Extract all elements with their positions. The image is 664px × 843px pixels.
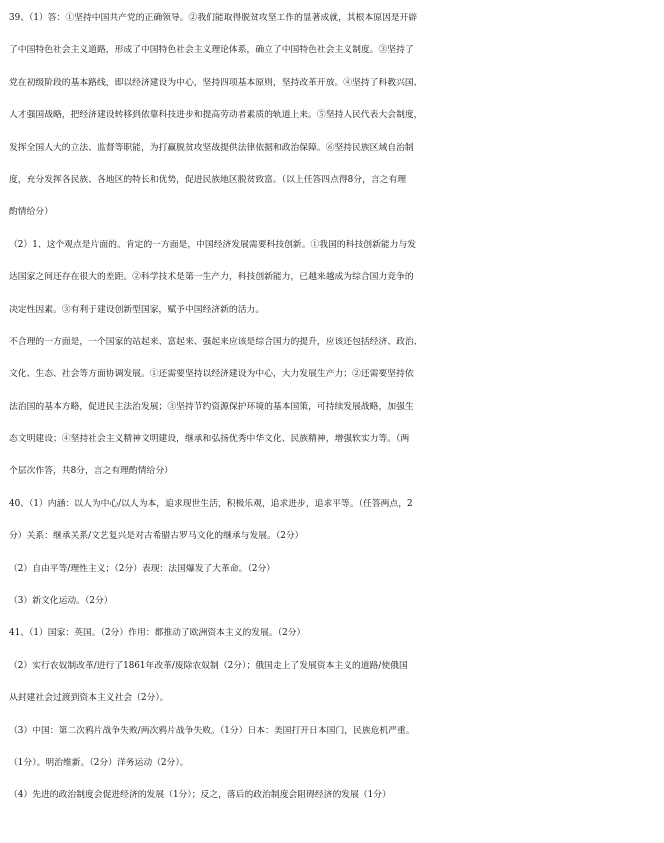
text-line: 态文明建设；④坚持社会主义精神文明建设，继承和弘扬优秀中华文化、民族精神，增强软实力等。（两 (9, 434, 410, 445)
text-line: 酌情给分） (9, 207, 53, 218)
text-line: 了中国特色社会主义道路，形成了中国特色社会主义理论体系，确立了中国特色社会主义制度。③坚持了 (9, 45, 414, 56)
text-line: 文化、生态、社会等方面协调发展。①还需要坚持以经济建设为中心，大力发展生产力；②还需要坚持依 (9, 369, 414, 380)
text-line: 法治国的基本方略，促进民主法治发展；③坚持节约资源保护环境的基本国策，可持续发展战略，加强生 (9, 401, 414, 412)
text-line: 个层次作答，共8分，言之有理酌情给分） (9, 466, 173, 477)
text-line: 决定性因素。③有利于建设创新型国家，赋予中国经济新的活力。 (9, 304, 265, 315)
text-line: （2）自由平等/理性主义；（2分）表现：法国爆发了大革命。（2分） (9, 563, 276, 574)
text-line: 不合理的一方面是，一个国家的站起来、富起来、强起来应该是综合国力的提升，应该还包括经济、政治、 (9, 336, 423, 347)
text-line: 发挥全国人大的立法、监督等职能，为打赢脱贫攻坚战提供法律依据和政治保障。⑥坚持民族区域自治制 (9, 142, 414, 153)
text-line: （2）1、这个观点是片面的。肯定的一方面是，中国经济发展需要科技创新。①我国的科技创新能力与发 (9, 239, 417, 250)
text-line: （3）中国：第二次鸦片战争失败/两次鸦片战争失败。（1分）日本：美国打开日本国门，民族危机严重。 (9, 725, 415, 736)
text-line: （3）新文化运动。（2分） (9, 596, 113, 607)
text-line: 40、（1）内涵：以人为中心/以人为本，追求现世生活，积极乐观，追求进步，追求平等。（任答两点，2 (9, 498, 413, 509)
text-line: 从封建社会过渡到资本主义社会（2分）。 (9, 693, 169, 704)
text-line: 人才强国战略，把经济建设转移到依靠科技进步和提高劳动者素质的轨道上来。⑤坚持人民代表大会制度， (9, 110, 423, 121)
text-line: （1分）。明治维新。（2分）洋务运动（2分）。 (9, 757, 189, 768)
text-line: （2）实行农奴制改革/进行了1861年改革/废除农奴制（2分）；俄国走上了发展资本主义的道路/使俄国 (9, 660, 408, 671)
text-line: 分）关系：继承关系/文艺复兴是对古希腊古罗马文化的继承与发展。（2分） (9, 531, 304, 542)
text-line: （4）先进的政治制度会促进经济的发展（1分）；反之，落后的政治制度会阻碍经济的发展（1分） (9, 790, 391, 801)
text-line: 度，充分发挥各民族、各地区的特长和优势，促进民族地区脱贫致富。（以上任答四点得8分，言之有理 (9, 174, 407, 185)
text-line: 党在初级阶段的基本路线，即以经济建设为中心，坚持四项基本原则，坚持改革开放。④坚持了科教兴国、 (9, 77, 423, 88)
text-line: 39、（1）答：①坚持中国共产党的正确领导。②我们能取得脱贫攻坚工作的显著成就，其根本原因是开辟 (9, 13, 418, 23)
text-line: 41、（1）国家：英国。（2分）作用：都推动了欧洲资本主义的发展。（2分） (9, 628, 306, 639)
text-line: 达国家之间还存在很大的差距。②科学技术是第一生产力，科技创新能力，已越来越成为综合国力竞争的 (9, 272, 414, 283)
